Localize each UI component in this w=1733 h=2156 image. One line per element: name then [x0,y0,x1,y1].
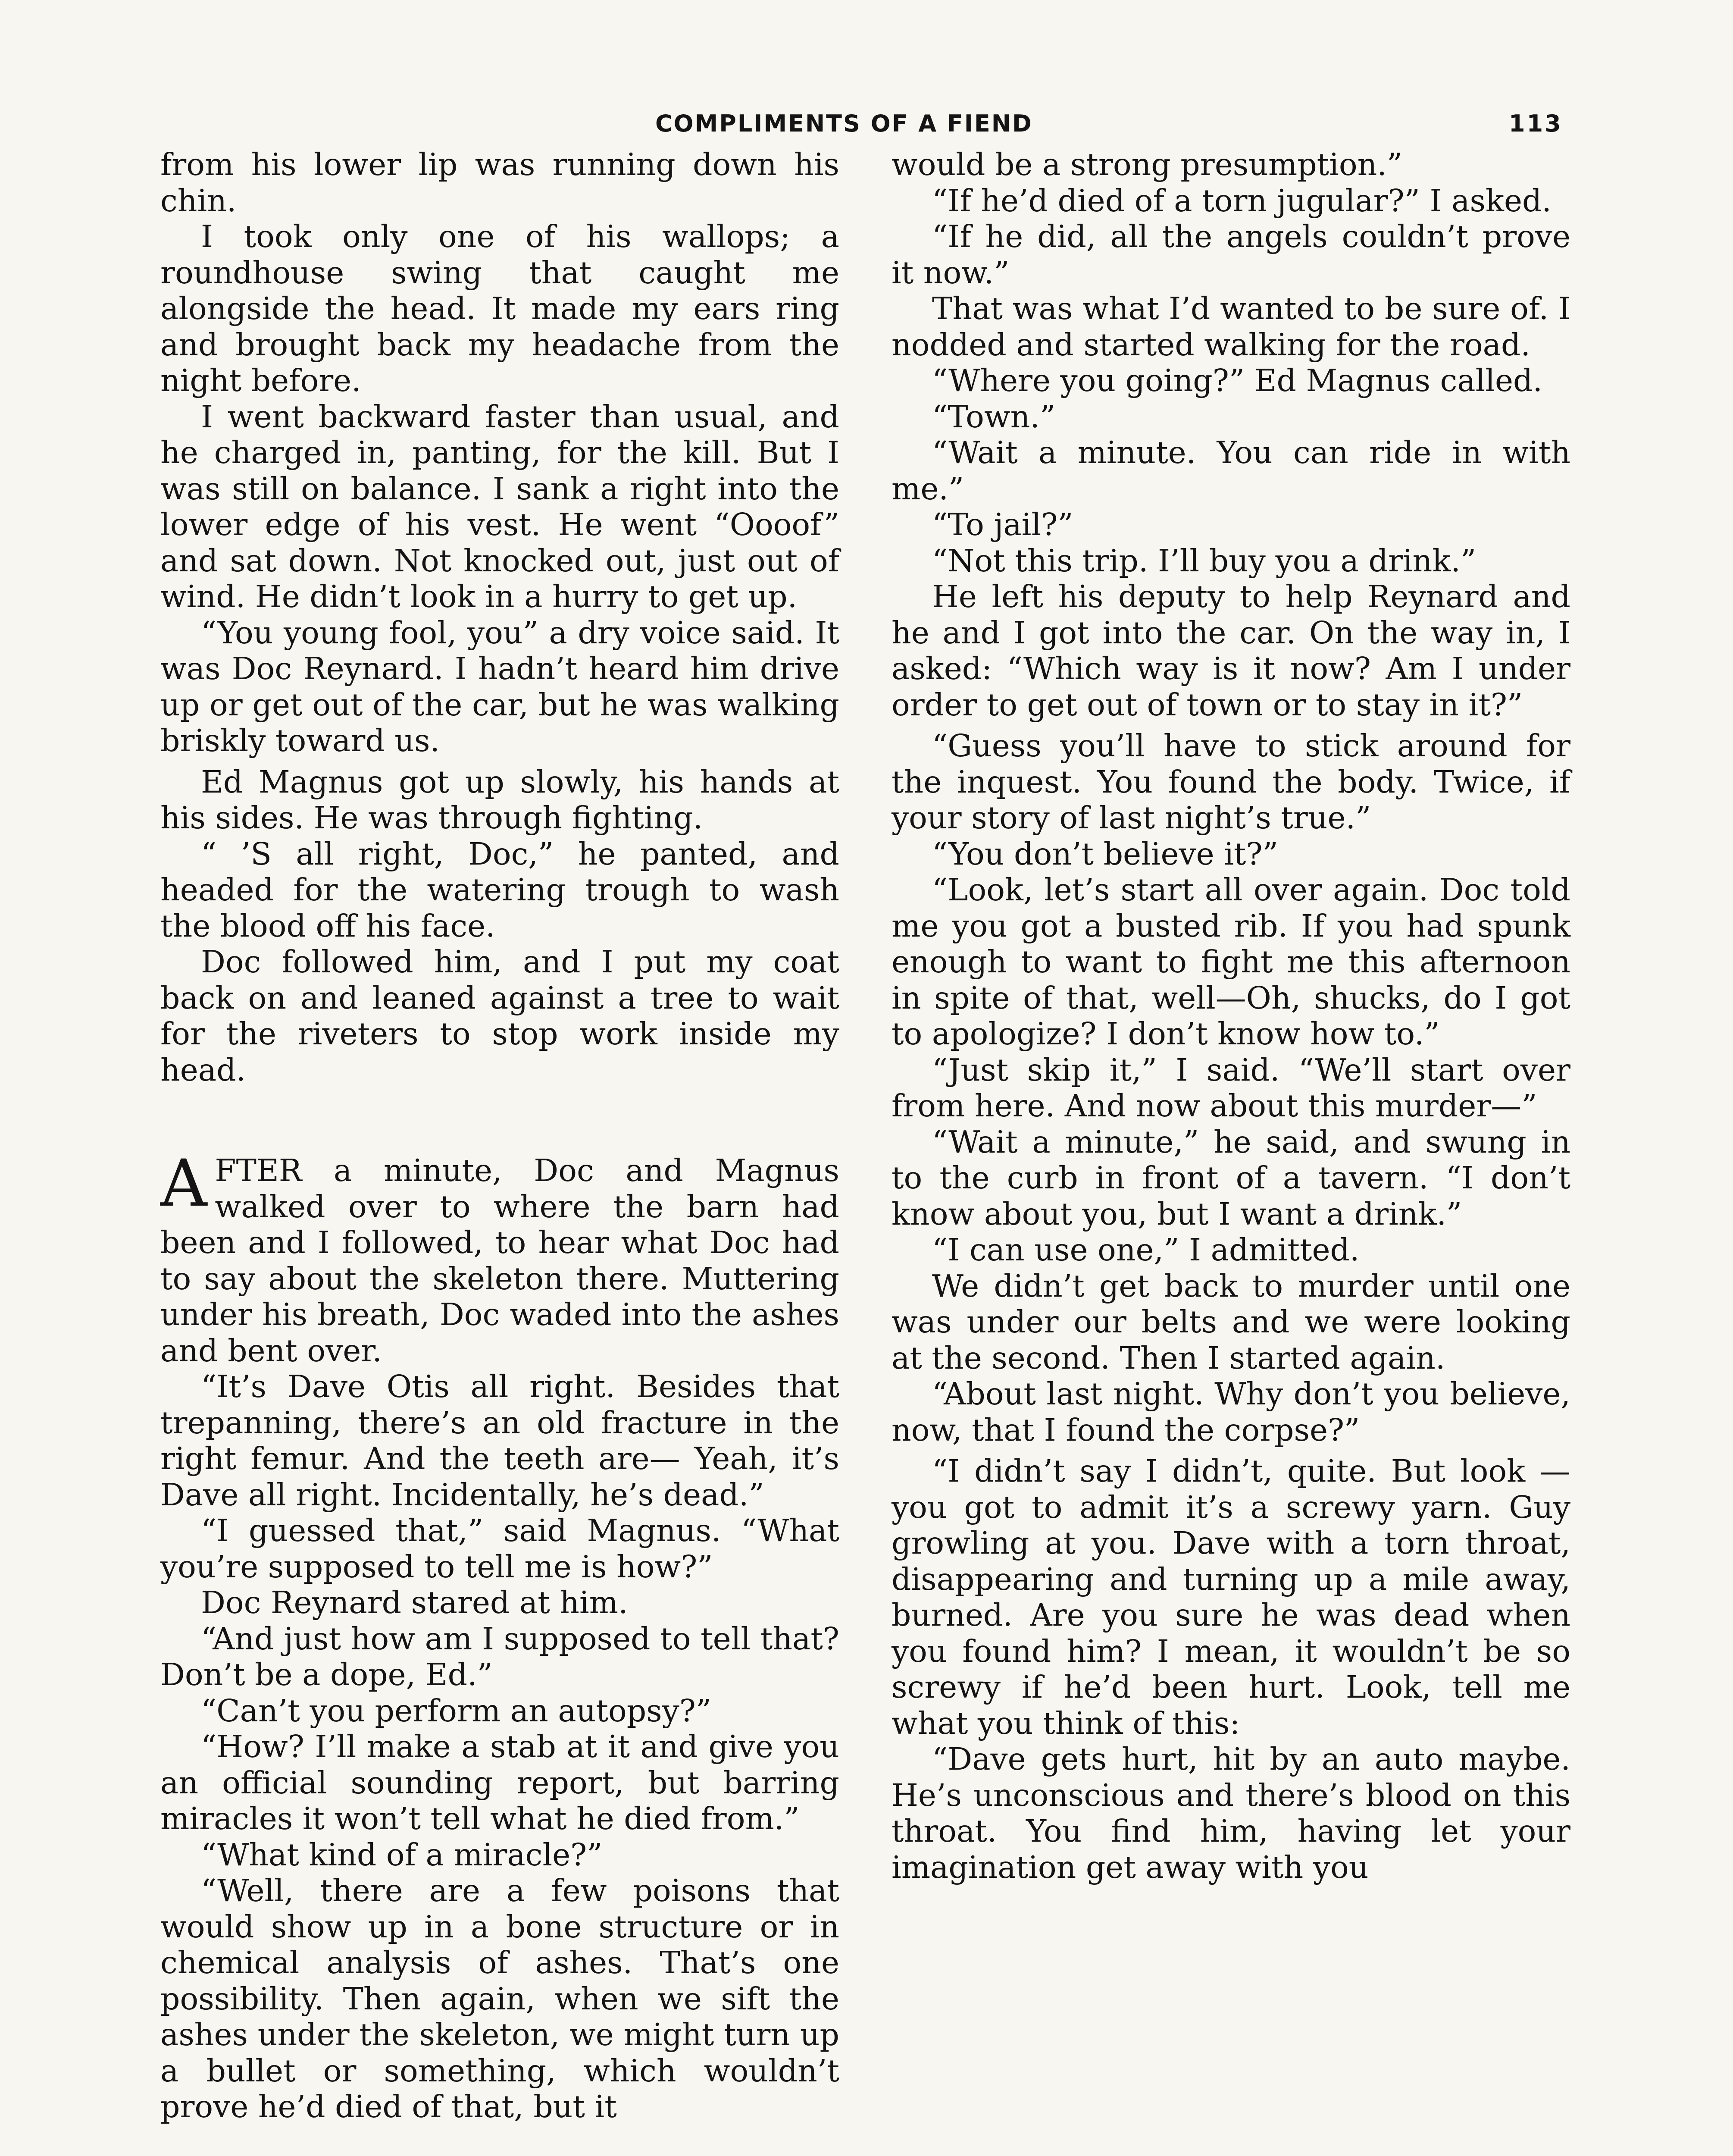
paragraph: “Wait a minute. You can ride in with me.” [892,435,1570,507]
running-title: COMPLIMENTS OF A FIEND [655,110,1033,137]
paragraph: “Town.” [932,398,1056,435]
paragraph: “How? I’ll make a stab at it and give you an official sounding report, but barring miracles it won’t tell what he died from.” [160,1729,839,1836]
paragraph: “I can use one,” I admitted. [932,1232,1360,1268]
paragraph: We didn’t get back to murder until one was under our belts and we were looking at the second. Then I started again. [892,1268,1570,1376]
drop-cap: A [160,1146,207,1221]
paragraph: “Dave gets hurt, hit by an auto maybe. He’s unconscious and there’s blood on this throat. You find him, having let your imagination get away with you [892,1741,1570,1885]
section-paragraph [160,1146,839,1369]
paragraph: “I didn’t say I didn’t, quite. But look —you got to admit it’s a screwy yarn. Guy growling at you. Dave with a torn throat, disappearing and turning up a mile away, burned. Are you sure he was dead when you found him? I mean, it wouldn’t be so screwy if he’d been hurt. Look, tell me what you think of this: [892,1453,1570,1741]
paragraph: “It’s Dave Otis all right. Besides that trepanning, there’s an old fracture in the right femur. And the teeth are— Yeah, it’s Dave all right. Incidentally, he’s dead.” [160,1369,839,1513]
paragraph: He left his deputy to help Reynard and he and I got into the car. On the way in, I asked: “Which way is it now? Am I under order to get out of town or to stay in it?” [892,579,1570,723]
paragraph: would be a strong presumption.” [892,147,1403,182]
paragraph: That was what I’d wanted to be sure of. I nodded and started walking for the road. [892,291,1570,363]
paragraph: “Where you going?” Ed Magnus called. [932,363,1543,398]
paragraph: “If he’d died of a torn jugular?” I asked. [932,182,1552,219]
paragraph: “You young fool, you” a dry voice said. It was Doc Reynard. I hadn’t heard him drive up or get out of the car, but he was walking briskly toward us. [160,614,839,758]
paragraph: Doc followed him, and I put my coat back on and leaned against a tree to wait for the riveters to stop work inside my head. [160,944,839,1088]
right-text-column [892,147,1570,1885]
paragraph: from his lower lip was running down his chin. [160,147,839,219]
paragraph: “Look, let’s start all over again. Doc told me you got a busted rib. If you had spunk enough to want to fight me this afternoon in spite of that, well—Oh, shucks, do I got to apologize? I don’t know how to.” [892,872,1570,1052]
paragraph: I went backward faster than usual, and he charged in, panting, for the kill. But I was still on balance. I sank a right into the lower edge of his vest. He went “Oooof” and sat down. Not knocked out, just out of wind. He didn’t look in a hurry to get up. [160,398,839,614]
left-text-column [160,147,839,2125]
paragraph: Doc Reynard stared at him. [201,1585,628,1620]
paragraph: “Not this trip. I’ll buy you a drink.” [932,542,1476,579]
paragraph: “To jail?” [932,507,1073,542]
paragraph: “Guess you’ll have to stick around for the inquest. You found the body. Twice, if your story of last night’s true.” [892,728,1570,836]
paragraph: “And just how am I supposed to tell that? Don’t be a dope, Ed.” [160,1620,839,1692]
page-number: 113 [1509,110,1563,137]
paragraph: “About last night. Why don’t you believe, now, that I found the corpse?” [892,1376,1570,1448]
paragraph: I took only one of his wallops; a roundhouse swing that caught me alongside the head. It made my ears ring and brought back my headache from the night before. [160,219,839,398]
paragraph: “You don’t believe it?” [932,836,1278,872]
paragraph: “Well, there are a few poisons that would show up in a bone structure or in chemical analysis of ashes. That’s one possibility. Then again, when we sift the ashes under the skeleton, we might turn up a bullet or something, which wouldn’t prove he’d died of that, but it [160,1873,839,2125]
paragraph: “Wait a minute,” he said, and swung in to the curb in front of a tavern. “I don’t know about you, but I want a drink.” [892,1124,1570,1232]
paragraph: “I guessed that,” said Magnus. “What you’re supposed to tell me is how?” [160,1513,839,1585]
paragraph: Ed Magnus got up slowly, his hands at his sides. He was through fighting. [160,764,839,836]
paragraph: “ ’S all right, Doc,” he panted, and headed for the watering trough to wash the blood off his face. [160,836,839,944]
paragraph: “Just skip it,” I said. “We’ll start over from here. And now about this murder—” [892,1052,1570,1124]
paragraph: “Can’t you perform an autopsy?” [201,1692,712,1729]
paragraph-text: FTER a minute, Doc and Magnus walked over to where the barn had been and I followed, to hear what Doc had to say about the skeleton there. Muttering under his breath, Doc waded into the ashes and bent over. [160,1153,839,1369]
paragraph: “What kind of a miracle?” [201,1836,603,1873]
paragraph: “If he did, all the angels couldn’t prove it now.” [892,219,1570,291]
